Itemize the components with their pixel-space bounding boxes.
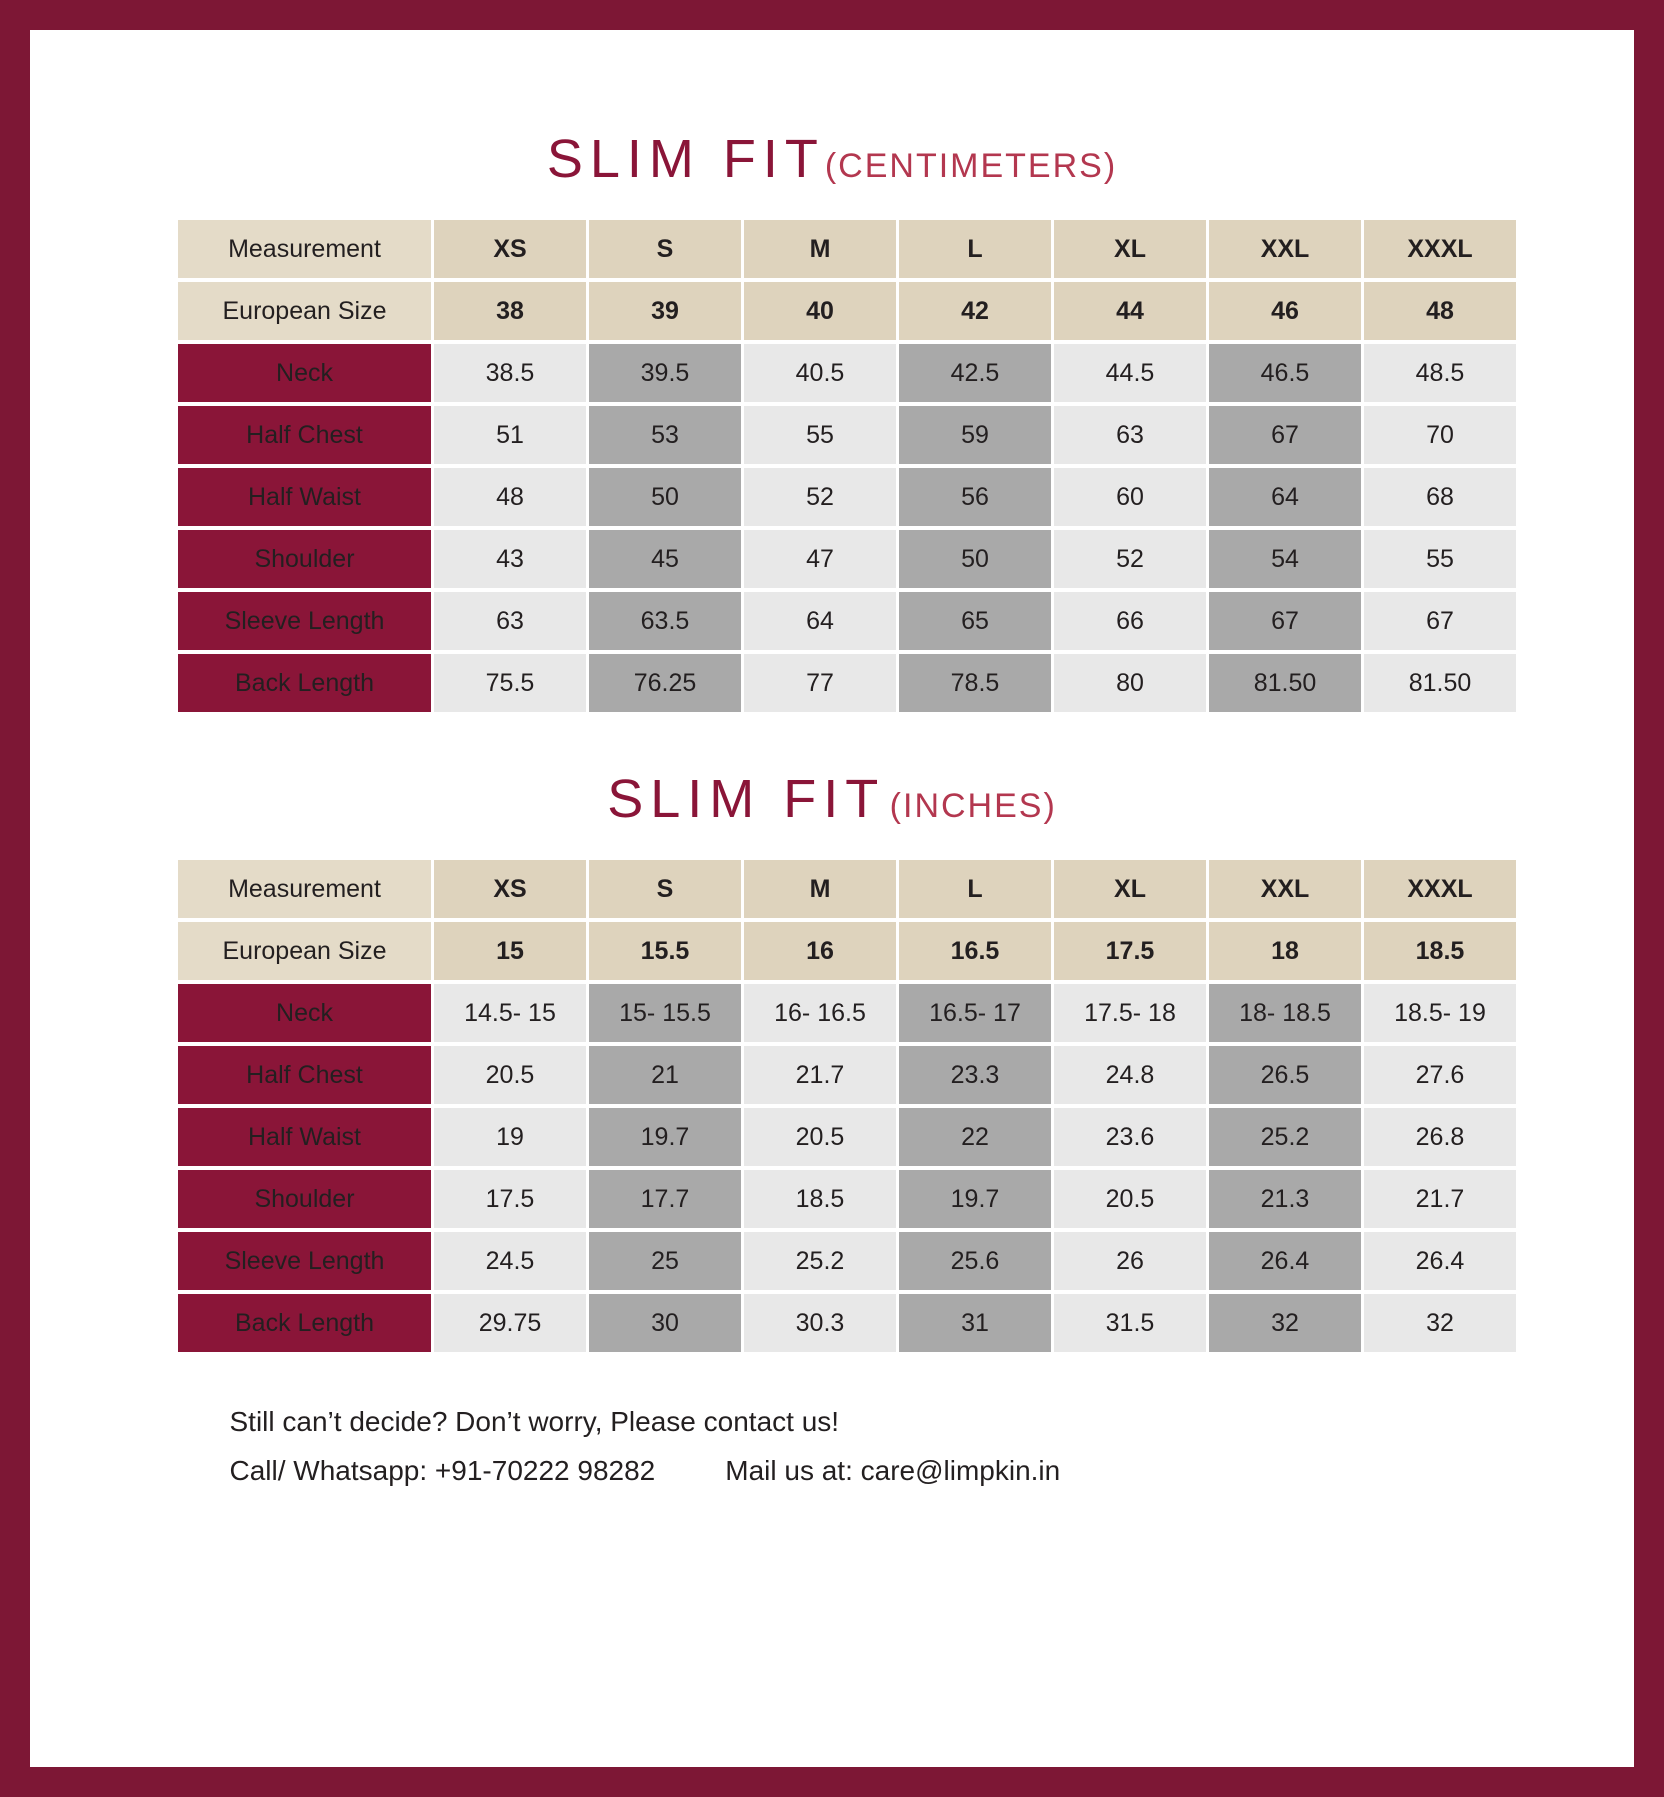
cell-shoulder-l-in: 19.7 <box>899 1170 1051 1228</box>
cell-neck-m-in: 16- 16.5 <box>744 984 896 1042</box>
cell-sleeve-length-m-in: 25.2 <box>744 1232 896 1290</box>
table-row <box>178 1294 1516 1352</box>
european-size-m: 40 <box>744 282 896 340</box>
european-size-xs: 38 <box>434 282 586 340</box>
cell-half-chest-m-in: 21.7 <box>744 1046 896 1104</box>
header-size-xl-in: XL <box>1054 860 1206 918</box>
cell-neck-xxxl-in: 18.5- 19 <box>1364 984 1516 1042</box>
cell-half-chest-xxxl: 70 <box>1364 406 1516 464</box>
cell-half-waist-xxxl: 68 <box>1364 468 1516 526</box>
title-main-in: SLIM FIT <box>607 769 886 829</box>
header-size-m: M <box>744 220 896 278</box>
cell-sleeve-length-s: 63.5 <box>589 592 741 650</box>
cell-neck-xxl-in: 18- 18.5 <box>1209 984 1361 1042</box>
european-size-s-in: 15.5 <box>589 922 741 980</box>
table-row <box>178 1170 1516 1228</box>
cell-neck-xxxl: 48.5 <box>1364 344 1516 402</box>
table-row <box>178 984 1516 1042</box>
table-row <box>178 654 1516 712</box>
row-label-neck-in: Neck <box>178 984 431 1042</box>
cell-half-chest-s-in: 21 <box>589 1046 741 1104</box>
cell-neck-l: 42.5 <box>899 344 1051 402</box>
cell-sleeve-length-xs-in: 24.5 <box>434 1232 586 1290</box>
cell-half-chest-xxl-in: 26.5 <box>1209 1046 1361 1104</box>
table-row <box>178 922 1516 980</box>
cell-shoulder-m-in: 18.5 <box>744 1170 896 1228</box>
cell-back-length-xxxl-in: 32 <box>1364 1294 1516 1352</box>
cell-half-waist-xxl-in: 25.2 <box>1209 1108 1361 1166</box>
table-row <box>178 1108 1516 1166</box>
cell-shoulder-xl: 52 <box>1054 530 1206 588</box>
cell-half-chest-xl: 63 <box>1054 406 1206 464</box>
header-measurement-in: Measurement <box>178 860 431 918</box>
cell-neck-m: 40.5 <box>744 344 896 402</box>
header-size-xs: XS <box>434 220 586 278</box>
cell-shoulder-xxl-in: 21.3 <box>1209 1170 1361 1228</box>
footer-help-text: Still can’t decide? Don’t worry, Please contact us! <box>229 1406 840 1437</box>
size-chart-page <box>30 30 1634 1767</box>
row-label-neck: Neck <box>178 344 431 402</box>
european-size-xxl: 46 <box>1209 282 1361 340</box>
row-label-half-waist-in: Half Waist <box>178 1108 431 1166</box>
cell-back-length-xs-in: 29.75 <box>434 1294 586 1352</box>
european-size-xl: 44 <box>1054 282 1206 340</box>
row-label-sleeve-length: Sleeve Length <box>178 592 431 650</box>
cell-neck-l-in: 16.5- 17 <box>899 984 1051 1042</box>
cell-half-waist-l: 56 <box>899 468 1051 526</box>
european-size-xl-in: 17.5 <box>1054 922 1206 980</box>
table-row <box>178 1046 1516 1104</box>
table-row <box>178 592 1516 650</box>
size-table-centimeters <box>175 216 1519 716</box>
cell-back-length-xxl: 81.50 <box>1209 654 1361 712</box>
cell-back-length-m: 77 <box>744 654 896 712</box>
cell-shoulder-xxl: 54 <box>1209 530 1361 588</box>
title-inches <box>175 768 1489 830</box>
header-size-xs-in: XS <box>434 860 586 918</box>
cell-half-waist-m: 52 <box>744 468 896 526</box>
header-measurement: Measurement <box>178 220 431 278</box>
cell-sleeve-length-m: 64 <box>744 592 896 650</box>
row-label-half-chest: Half Chest <box>178 406 431 464</box>
cell-back-length-xl: 80 <box>1054 654 1206 712</box>
header-size-s: S <box>589 220 741 278</box>
cell-back-length-s: 76.25 <box>589 654 741 712</box>
cell-half-waist-xs-in: 19 <box>434 1108 586 1166</box>
title-unit-cm: (CENTIMETERS) <box>824 147 1118 185</box>
cell-back-length-s-in: 30 <box>589 1294 741 1352</box>
cell-half-waist-l-in: 22 <box>899 1108 1051 1166</box>
cell-shoulder-xs: 43 <box>434 530 586 588</box>
cell-half-waist-xxxl-in: 26.8 <box>1364 1108 1516 1166</box>
cell-sleeve-length-xl-in: 26 <box>1054 1232 1206 1290</box>
european-size-s: 39 <box>589 282 741 340</box>
cell-shoulder-m: 47 <box>744 530 896 588</box>
row-label-shoulder: Shoulder <box>178 530 431 588</box>
title-main-cm: SLIM FIT <box>546 129 825 189</box>
table-row <box>178 530 1516 588</box>
cell-neck-xl-in: 17.5- 18 <box>1054 984 1206 1042</box>
footer-call-whatsapp[interactable]: Call/ Whatsapp: +91-70222 98282 <box>229 1455 656 1487</box>
cell-half-chest-xxxl-in: 27.6 <box>1364 1046 1516 1104</box>
cell-neck-xs: 38.5 <box>434 344 586 402</box>
cell-half-chest-xs: 51 <box>434 406 586 464</box>
row-label-shoulder-in: Shoulder <box>178 1170 431 1228</box>
cell-sleeve-length-xxl: 67 <box>1209 592 1361 650</box>
cell-back-length-l-in: 31 <box>899 1294 1051 1352</box>
header-size-xxl: XXL <box>1209 220 1361 278</box>
cell-shoulder-l: 50 <box>899 530 1051 588</box>
header-size-xxxl: XXXL <box>1364 220 1516 278</box>
cell-sleeve-length-s-in: 25 <box>589 1232 741 1290</box>
header-size-xl: XL <box>1054 220 1206 278</box>
table-row <box>178 406 1516 464</box>
header-size-l: L <box>899 220 1051 278</box>
cell-back-length-xxl-in: 32 <box>1209 1294 1361 1352</box>
row-label-european-size: European Size <box>178 282 431 340</box>
table-row <box>178 344 1516 402</box>
cell-neck-s-in: 15- 15.5 <box>589 984 741 1042</box>
cell-back-length-xs: 75.5 <box>434 654 586 712</box>
table-header-row <box>178 220 1516 278</box>
cell-half-chest-xxl: 67 <box>1209 406 1361 464</box>
european-size-xs-in: 15 <box>434 922 586 980</box>
row-label-back-length: Back Length <box>178 654 431 712</box>
european-size-m-in: 16 <box>744 922 896 980</box>
cell-half-chest-l-in: 23.3 <box>899 1046 1051 1104</box>
header-size-xxxl-in: XXXL <box>1364 860 1516 918</box>
cell-half-waist-m-in: 20.5 <box>744 1108 896 1166</box>
table-row <box>178 282 1516 340</box>
cell-neck-xs-in: 14.5- 15 <box>434 984 586 1042</box>
cell-half-chest-l: 59 <box>899 406 1051 464</box>
european-size-l-in: 16.5 <box>899 922 1051 980</box>
cell-half-waist-s-in: 19.7 <box>589 1108 741 1166</box>
cell-neck-s: 39.5 <box>589 344 741 402</box>
row-label-european-size-in: European Size <box>178 922 431 980</box>
cell-sleeve-length-xs: 63 <box>434 592 586 650</box>
cell-neck-xl: 44.5 <box>1054 344 1206 402</box>
cell-sleeve-length-l: 65 <box>899 592 1051 650</box>
table-row <box>178 1232 1516 1290</box>
row-label-half-chest-in: Half Chest <box>178 1046 431 1104</box>
cell-half-waist-xl-in: 23.6 <box>1054 1108 1206 1166</box>
row-label-half-waist: Half Waist <box>178 468 431 526</box>
cell-shoulder-xxxl: 55 <box>1364 530 1516 588</box>
european-size-l: 42 <box>899 282 1051 340</box>
table-row <box>178 468 1516 526</box>
cell-sleeve-length-xl: 66 <box>1054 592 1206 650</box>
cell-back-length-m-in: 30.3 <box>744 1294 896 1352</box>
cell-sleeve-length-xxxl-in: 26.4 <box>1364 1232 1516 1290</box>
row-label-sleeve-length-in: Sleeve Length <box>178 1232 431 1290</box>
cell-half-waist-xl: 60 <box>1054 468 1206 526</box>
cell-sleeve-length-l-in: 25.6 <box>899 1232 1051 1290</box>
cell-half-chest-s: 53 <box>589 406 741 464</box>
cell-back-length-xxxl: 81.50 <box>1364 654 1516 712</box>
european-size-xxxl-in: 18.5 <box>1364 922 1516 980</box>
cell-half-waist-xs: 48 <box>434 468 586 526</box>
cell-shoulder-xs-in: 17.5 <box>434 1170 586 1228</box>
cell-shoulder-xl-in: 20.5 <box>1054 1170 1206 1228</box>
title-centimeters <box>175 128 1489 190</box>
header-size-xxl-in: XXL <box>1209 860 1361 918</box>
cell-sleeve-length-xxxl: 67 <box>1364 592 1516 650</box>
cell-half-chest-xl-in: 24.8 <box>1054 1046 1206 1104</box>
cell-shoulder-s-in: 17.7 <box>589 1170 741 1228</box>
size-chart-content <box>30 30 1634 1493</box>
cell-shoulder-s: 45 <box>589 530 741 588</box>
cell-sleeve-length-xxl-in: 26.4 <box>1209 1232 1361 1290</box>
european-size-xxl-in: 18 <box>1209 922 1361 980</box>
footer-mail[interactable]: Mail us at: care@limpkin.in <box>725 1455 1061 1487</box>
header-size-m-in: M <box>744 860 896 918</box>
european-size-xxxl: 48 <box>1364 282 1516 340</box>
cell-back-length-xl-in: 31.5 <box>1054 1294 1206 1352</box>
title-unit-in: (INCHES) <box>889 787 1057 825</box>
table-header-row <box>178 860 1516 918</box>
header-size-s-in: S <box>589 860 741 918</box>
row-label-back-length-in: Back Length <box>178 1294 431 1352</box>
cell-half-waist-s: 50 <box>589 468 741 526</box>
size-table-inches <box>175 856 1519 1356</box>
cell-half-chest-xs-in: 20.5 <box>434 1046 586 1104</box>
cell-neck-xxl: 46.5 <box>1209 344 1361 402</box>
contact-footer <box>230 1400 1435 1493</box>
header-size-l-in: L <box>899 860 1051 918</box>
cell-half-chest-m: 55 <box>744 406 896 464</box>
cell-half-waist-xxl: 64 <box>1209 468 1361 526</box>
cell-back-length-l: 78.5 <box>899 654 1051 712</box>
cell-shoulder-xxxl-in: 21.7 <box>1364 1170 1516 1228</box>
